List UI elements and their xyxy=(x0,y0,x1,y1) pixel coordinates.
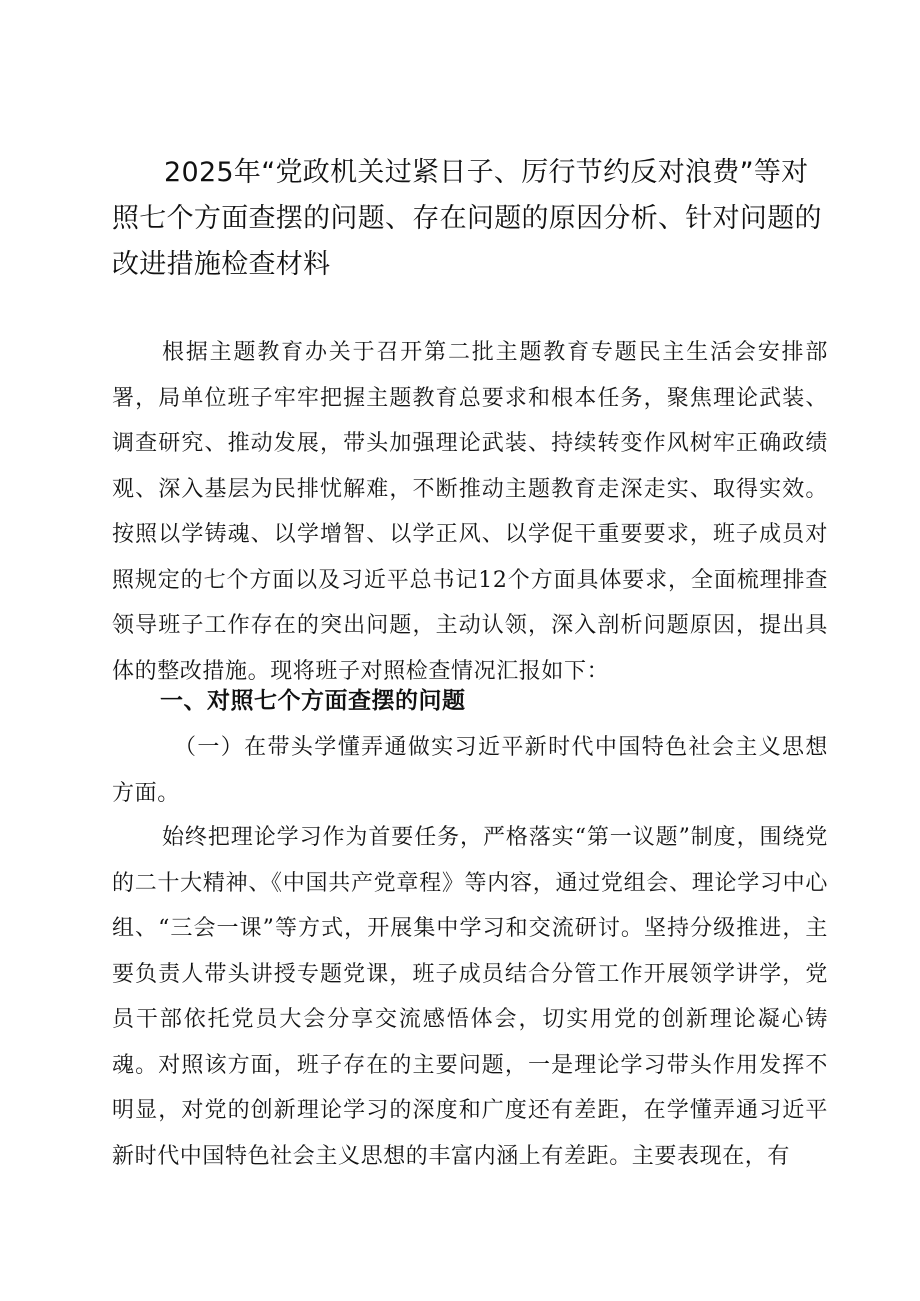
subsection-heading: （一）在带头学懂弄通做实习近平新时代中国特色社会主义思想方面。 xyxy=(112,735,828,806)
document-title xyxy=(112,150,832,288)
document-title-text: 2025年“党政机关过紧日子、厉行节约反对浪费”等对照七个方面查摆的问题、存在问题的原因分析、针对问题的改进措施检查材料 xyxy=(112,157,822,280)
intro-paragraph: 根据主题教育办关于召开第二批主题教育专题民主生活会安排部署，局单位班子牢牢把握主题教育总要求和根本任务，聚焦理论武装、调查研究、推动发展，带头加强理论武装、持续转变作风树牢正确政绩观、深入基层为民排忧解难，不断推动主题教育走深走实、取得实效。按照以学铸魂、以学增智、以学正风、以学促干重要要求，班子成员对照规定的七个方面以及习近平总书记12个方面具体要求，全面梳理排查领导班子工作存在的突出问题，主动认领，深入剖析问题原因，提出具体的整改措施。现将班子对照检查情况汇报如下： xyxy=(112,340,828,684)
body-paragraph: 始终把理论学习作为首要任务，严格落实“第一议题”制度，围绕党的二十大精神、《中国共产党章程》等内容，通过党组会、理论学习中心组、“三会一课”等方式，开展集中学习和交流研讨。坚持分级推进，主要负责人带头讲授专题党课，班子成员结合分管工作开展领学讲学，党员干部依托党员大会分享交流感悟体会，切实用党的创新理论凝心铸魂。对照该方面，班子存在的主要问题，一是理论学习带头作用发挥不明显，对党的创新理论学习的深度和广度还有差距，在学懂弄通习近平新时代中国特色社会主义思想的丰富内涵上有差距。主要表现在，有 xyxy=(112,825,828,1169)
section-heading: 一、对照七个方面查摆的问题 xyxy=(160,688,466,714)
